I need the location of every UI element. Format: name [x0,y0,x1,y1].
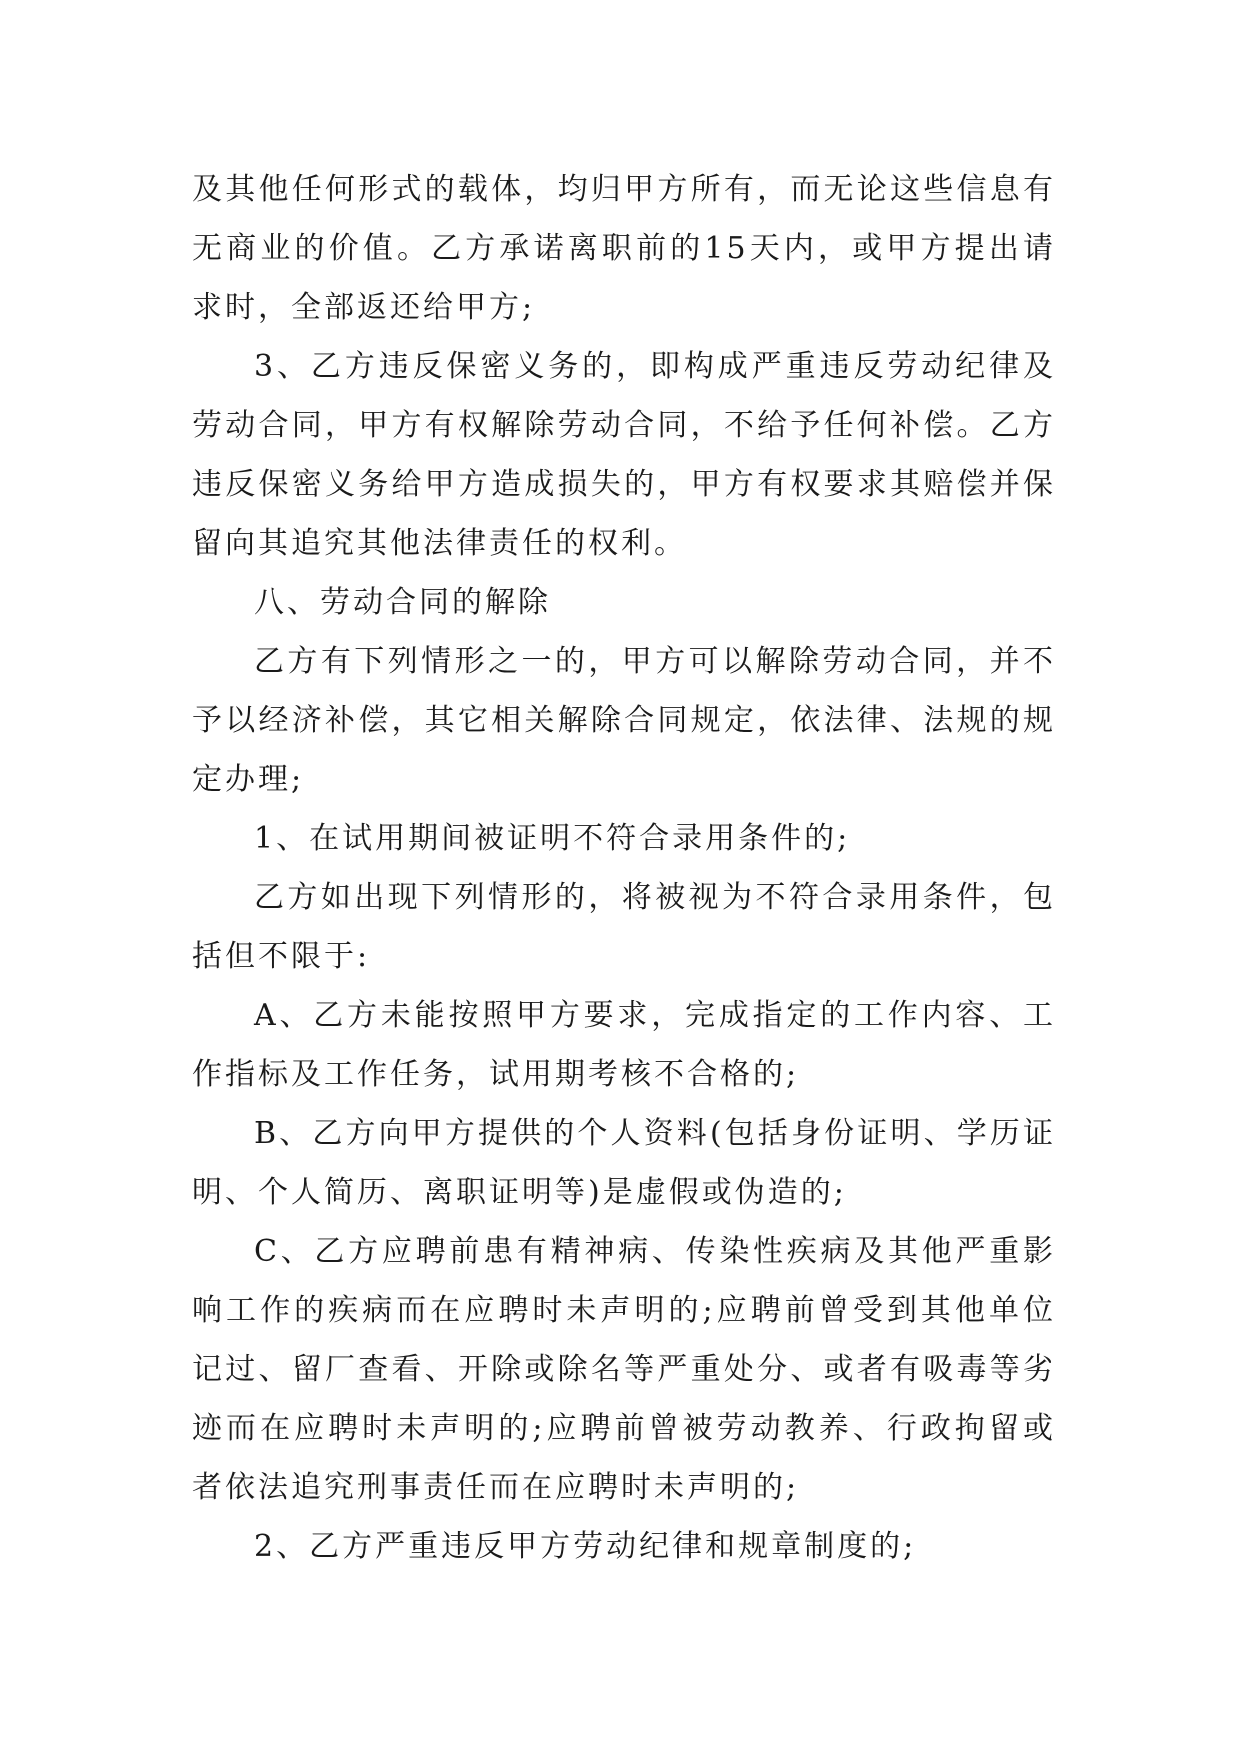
paragraph-7: A、乙方未能按照甲方要求，完成指定的工作内容、工作指标及工作任务，试用期考核不合格的; [192,998,1056,1092]
paragraph-2: 3、乙方违反保密义务的，即构成严重违反劳动纪律及劳动合同，甲方有权解除劳动合同，不给予任何补偿。乙方违反保密义务给甲方造成损失的，甲方有权要求其赔偿并保留向其追究其他法律责任的权利。 [192,349,1056,561]
paragraph-5: 1、在试用期间被证明不符合录用条件的; [254,821,851,856]
paragraph-1: 及其他任何形式的载体，均归甲方所有，而无论这些信息有无商业的价值。乙方承诺离职前的15天内，或甲方提出请求时，全部返还给甲方; [192,172,1056,325]
section-heading-8: 八、劳动合同的解除 [254,585,551,620]
paragraph-6: 乙方如出现下列情形的，将被视为不符合录用条件，包括但不限于: [192,880,1056,974]
paragraph-8: B、乙方向甲方提供的个人资料(包括身份证明、学历证明、个人简历、离职证明等)是虚假或伪造的; [192,1116,1056,1210]
paragraph-10: 2、乙方严重违反甲方劳动纪律和规章制度的; [254,1529,917,1564]
paragraph-9: C、乙方应聘前患有精神病、传染性疾病及其他严重影响工作的疾病而在应聘时未声明的;应聘前曾受到其他单位记过、留厂查看、开除或除名等严重处分、或者有吸毒等劣迹而在应聘时未声明的;应聘前曾被劳动教养、行政拘留或者依法追究刑事责任而在应聘时未声明的; [192,1234,1056,1505]
document-body [192,160,1056,1576]
paragraph-4: 乙方有下列情形之一的，甲方可以解除劳动合同，并不予以经济补偿，其它相关解除合同规定，依法律、法规的规定办理; [192,644,1056,797]
